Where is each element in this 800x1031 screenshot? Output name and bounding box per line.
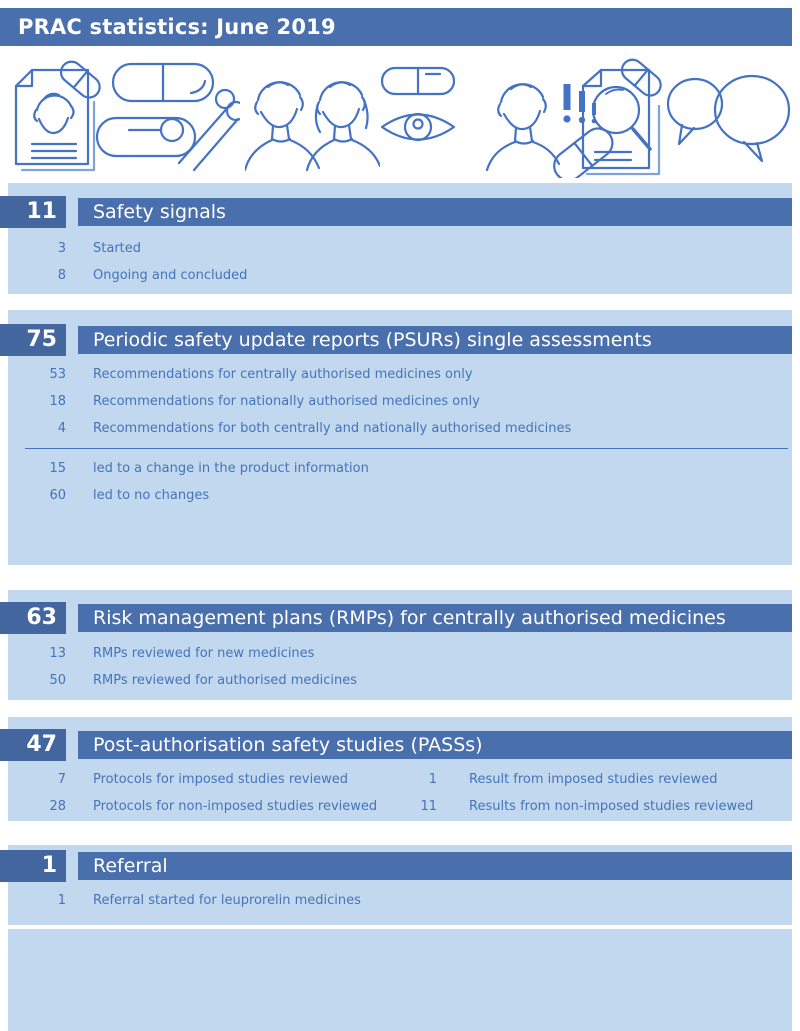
- stat-row: [8, 673, 792, 691]
- stat-label: Ongoing and concluded: [93, 268, 248, 283]
- stat-row: [8, 488, 792, 506]
- stat-value: 15: [49, 461, 66, 476]
- stat-label: led to a change in the product information: [93, 461, 369, 476]
- stat-label: Recommendations for both centrally and nationally authorised medicines: [93, 421, 572, 436]
- section-count-badge: 63: [0, 602, 66, 634]
- stat-row: [8, 421, 792, 439]
- section-header: Safety signals: [78, 198, 792, 226]
- section-count-badge: 1: [0, 850, 66, 882]
- stat-value: 13: [49, 646, 66, 661]
- capsule-eye-monitoring-icon: [380, 66, 456, 154]
- stat-value: 28: [49, 799, 66, 814]
- assessment-report-magnifier-icon: [575, 56, 663, 178]
- stat-value: 60: [49, 488, 66, 503]
- stat-value: 8: [57, 268, 66, 283]
- stat-row: [8, 268, 792, 286]
- stat-value: 18: [49, 394, 66, 409]
- section-passs: [8, 717, 792, 821]
- stat-label: Started: [93, 241, 142, 256]
- stat-row: [8, 893, 792, 911]
- stat-value: 53: [49, 367, 66, 382]
- stat-row: [8, 799, 792, 817]
- stat-label: Protocols for non-imposed studies reviewed: [93, 799, 378, 814]
- patients-icon: [245, 60, 380, 178]
- stat-row: [8, 646, 792, 664]
- page-title: PRAC statistics: June 2019: [0, 8, 792, 46]
- section-header: Referral: [78, 852, 792, 880]
- stat-value: 1: [428, 772, 437, 787]
- section-count-badge: 11: [0, 196, 66, 228]
- stat-value: 11: [420, 799, 437, 814]
- stat-label: Referral started for leuprorelin medicines: [93, 893, 361, 908]
- section-safety-signals: [8, 183, 792, 294]
- stat-value: 3: [57, 241, 66, 256]
- pediatric-report-icon: [8, 58, 108, 176]
- stat-label: Result from imposed studies reviewed: [469, 772, 718, 787]
- stat-row: [8, 394, 792, 412]
- section-header: Post-authorisation safety studies (PASSs): [78, 731, 792, 759]
- stat-label: Recommendations for centrally authorised medicines only: [93, 367, 473, 382]
- section-rmps: [8, 590, 792, 700]
- stat-label: Recommendations for nationally authorised medicines only: [93, 394, 480, 409]
- stat-value: 7: [57, 772, 66, 787]
- section-header: Periodic safety update reports (PSURs) single assessments: [78, 326, 792, 354]
- section-header: Risk management plans (RMPs) for centrally authorised medicines: [78, 604, 792, 632]
- hand-holding-capsule-icon: [95, 62, 240, 174]
- stat-value: 1: [57, 893, 66, 908]
- stat-row: [8, 772, 792, 790]
- section-psurs: [8, 310, 792, 565]
- stat-value: 50: [49, 673, 66, 688]
- speech-bubbles-icon: [662, 68, 792, 164]
- stat-row: [8, 461, 792, 479]
- stat-value: 4: [57, 421, 66, 436]
- stat-label: Protocols for imposed studies reviewed: [93, 772, 349, 787]
- stat-label: RMPs reviewed for authorised medicines: [93, 673, 358, 688]
- section-count-badge: 47: [0, 729, 66, 761]
- stat-label: Results from non-imposed studies reviewed: [469, 799, 754, 814]
- stat-row: [8, 367, 792, 385]
- stat-row: [8, 241, 792, 259]
- section-count-badge: 75: [0, 324, 66, 356]
- stat-label: RMPs reviewed for new medicines: [93, 646, 315, 661]
- stat-label: led to no changes: [93, 488, 210, 503]
- section-divider: [25, 448, 788, 449]
- section-referral: [8, 845, 792, 925]
- section-next-panel-cutoff: [8, 929, 792, 1031]
